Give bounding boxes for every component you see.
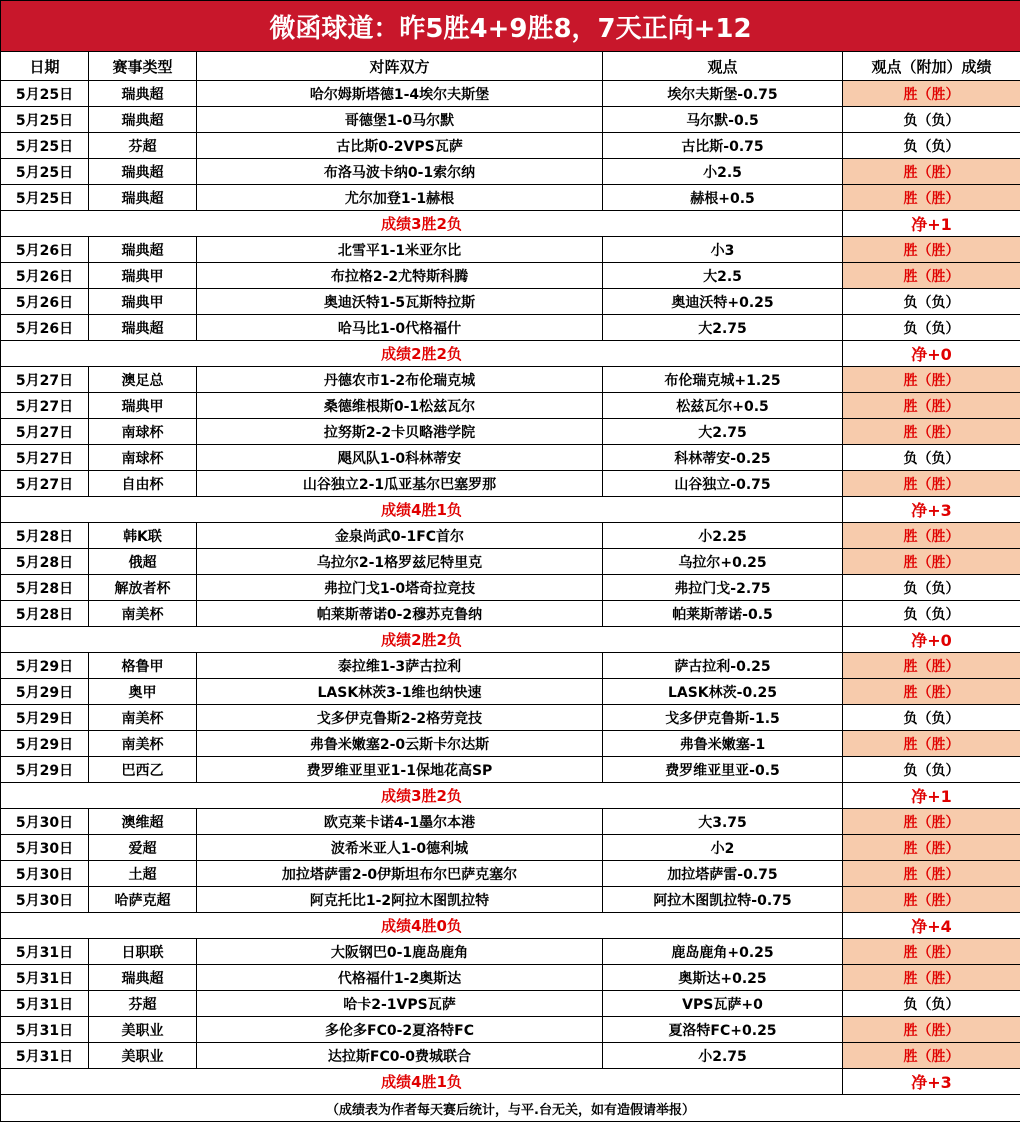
league-cell: 瑞典甲 bbox=[89, 393, 197, 419]
pick-cell: 加拉塔萨雷-0.75 bbox=[603, 861, 843, 887]
summary-text: 成绩2胜2负 bbox=[1, 627, 843, 653]
date-cell: 5月29日 bbox=[1, 679, 89, 705]
result-cell: 胜（胜） bbox=[843, 731, 1020, 757]
date-cell: 5月29日 bbox=[1, 757, 89, 783]
league-cell: 芬超 bbox=[89, 133, 197, 159]
league-cell: 土超 bbox=[89, 861, 197, 887]
result-cell: 负（负） bbox=[843, 575, 1020, 601]
league-cell: 瑞典超 bbox=[89, 237, 197, 263]
match-cell: 古比斯0-2VPS瓦萨 bbox=[197, 133, 603, 159]
date-cell: 5月27日 bbox=[1, 393, 89, 419]
pick-cell: 科林蒂安-0.25 bbox=[603, 445, 843, 471]
league-cell: 韩K联 bbox=[89, 523, 197, 549]
table-row bbox=[1, 887, 1020, 913]
result-cell: 负（负） bbox=[843, 315, 1020, 341]
league-cell: 南美杯 bbox=[89, 601, 197, 627]
summary-row bbox=[1, 341, 1020, 367]
date-cell: 5月27日 bbox=[1, 367, 89, 393]
summary-text: 成绩4胜1负 bbox=[1, 1069, 843, 1095]
pick-cell: 大2.75 bbox=[603, 315, 843, 341]
match-cell: 金泉尚武0-1FC首尔 bbox=[197, 523, 603, 549]
net-value: 净+0 bbox=[843, 341, 1020, 367]
result-cell: 负（负） bbox=[843, 757, 1020, 783]
pick-cell: 山谷独立-0.75 bbox=[603, 471, 843, 497]
match-cell: 布洛马波卡纳0-1索尔纳 bbox=[197, 159, 603, 185]
result-cell: 胜（胜） bbox=[843, 679, 1020, 705]
match-cell: 波希米亚人1-0德利城 bbox=[197, 835, 603, 861]
date-cell: 5月28日 bbox=[1, 523, 89, 549]
summary-text: 成绩3胜2负 bbox=[1, 783, 843, 809]
table-row bbox=[1, 679, 1020, 705]
result-cell: 负（负） bbox=[843, 133, 1020, 159]
net-value: 净+1 bbox=[843, 211, 1020, 237]
pick-cell: 费罗维亚里亚-0.5 bbox=[603, 757, 843, 783]
league-cell: 瑞典甲 bbox=[89, 263, 197, 289]
result-cell: 胜（胜） bbox=[843, 1017, 1020, 1043]
result-cell: 胜（胜） bbox=[843, 887, 1020, 913]
match-cell: 哈卡2-1VPS瓦萨 bbox=[197, 991, 603, 1017]
result-cell: 胜（胜） bbox=[843, 471, 1020, 497]
match-cell: 拉努斯2-2卡贝略港学院 bbox=[197, 419, 603, 445]
match-cell: 丹德农市1-2布伦瑞克城 bbox=[197, 367, 603, 393]
match-cell: 达拉斯FC0-0费城联合 bbox=[197, 1043, 603, 1069]
table-row bbox=[1, 107, 1020, 133]
result-cell: 胜（胜） bbox=[843, 523, 1020, 549]
result-cell: 胜（胜） bbox=[843, 653, 1020, 679]
table-row bbox=[1, 237, 1020, 263]
league-cell: 哈萨克超 bbox=[89, 887, 197, 913]
table-row bbox=[1, 705, 1020, 731]
table-row bbox=[1, 1043, 1020, 1069]
date-cell: 5月25日 bbox=[1, 133, 89, 159]
date-cell: 5月27日 bbox=[1, 471, 89, 497]
pick-cell: 小2 bbox=[603, 835, 843, 861]
date-cell: 5月25日 bbox=[1, 159, 89, 185]
summary-text: 成绩4胜1负 bbox=[1, 497, 843, 523]
pick-cell: 大3.75 bbox=[603, 809, 843, 835]
league-cell: 瑞典超 bbox=[89, 107, 197, 133]
table-row bbox=[1, 835, 1020, 861]
table-row bbox=[1, 315, 1020, 341]
table-row bbox=[1, 601, 1020, 627]
table-row bbox=[1, 549, 1020, 575]
league-cell: 瑞典超 bbox=[89, 315, 197, 341]
result-cell: 胜（胜） bbox=[843, 1043, 1020, 1069]
date-cell: 5月31日 bbox=[1, 1043, 89, 1069]
date-cell: 5月31日 bbox=[1, 991, 89, 1017]
match-cell: 帕莱斯蒂诺0-2穆苏克鲁纳 bbox=[197, 601, 603, 627]
match-cell: 桑德维根斯0-1松兹瓦尔 bbox=[197, 393, 603, 419]
league-cell: 芬超 bbox=[89, 991, 197, 1017]
league-cell: 俄超 bbox=[89, 549, 197, 575]
table-row bbox=[1, 471, 1020, 497]
league-cell: 南球杯 bbox=[89, 445, 197, 471]
result-cell: 胜（胜） bbox=[843, 367, 1020, 393]
date-cell: 5月27日 bbox=[1, 445, 89, 471]
date-cell: 5月31日 bbox=[1, 1017, 89, 1043]
match-cell: 泰拉维1-3萨古拉利 bbox=[197, 653, 603, 679]
table-row bbox=[1, 965, 1020, 991]
match-cell: 大阪钢巴0-1鹿岛鹿角 bbox=[197, 939, 603, 965]
title-row bbox=[1, 1, 1020, 52]
match-cell: 代格福什1-2奥斯达 bbox=[197, 965, 603, 991]
net-value: 净+3 bbox=[843, 497, 1020, 523]
league-cell: 瑞典超 bbox=[89, 81, 197, 107]
league-cell: 南球杯 bbox=[89, 419, 197, 445]
pick-cell: 松兹瓦尔+0.5 bbox=[603, 393, 843, 419]
table-row bbox=[1, 575, 1020, 601]
league-cell: 瑞典超 bbox=[89, 965, 197, 991]
table-row bbox=[1, 185, 1020, 211]
result-cell: 负（负） bbox=[843, 445, 1020, 471]
league-cell: 瑞典超 bbox=[89, 185, 197, 211]
date-cell: 5月30日 bbox=[1, 861, 89, 887]
table-row bbox=[1, 81, 1020, 107]
pick-cell: 夏洛特FC+0.25 bbox=[603, 1017, 843, 1043]
result-cell: 负（负） bbox=[843, 705, 1020, 731]
footer-note: （成绩表为作者每天赛后统计，与平.台无关，如有造假请举报） bbox=[1, 1095, 1020, 1122]
header-match: 对阵双方 bbox=[197, 52, 603, 81]
match-cell: 乌拉尔2-1格罗兹尼特里克 bbox=[197, 549, 603, 575]
table-row bbox=[1, 367, 1020, 393]
date-cell: 5月30日 bbox=[1, 835, 89, 861]
table-row bbox=[1, 861, 1020, 887]
pick-cell: 赫根+0.5 bbox=[603, 185, 843, 211]
match-cell: 哈马比1-0代格福什 bbox=[197, 315, 603, 341]
summary-row bbox=[1, 783, 1020, 809]
table-row bbox=[1, 1017, 1020, 1043]
match-cell: 费罗维亚里亚1-1保地花高SP bbox=[197, 757, 603, 783]
table-row bbox=[1, 731, 1020, 757]
match-cell: 欧克莱卡诺4-1墨尔本港 bbox=[197, 809, 603, 835]
date-cell: 5月30日 bbox=[1, 887, 89, 913]
league-cell: 爱超 bbox=[89, 835, 197, 861]
table-row bbox=[1, 939, 1020, 965]
league-cell: 美职业 bbox=[89, 1017, 197, 1043]
net-value: 净+1 bbox=[843, 783, 1020, 809]
table-row bbox=[1, 159, 1020, 185]
match-cell: 多伦多FC0-2夏洛特FC bbox=[197, 1017, 603, 1043]
table-row bbox=[1, 133, 1020, 159]
result-cell: 胜（胜） bbox=[843, 81, 1020, 107]
match-cell: 北雪平1-1米亚尔比 bbox=[197, 237, 603, 263]
match-cell: 哈尔姆斯塔德1-4埃尔夫斯堡 bbox=[197, 81, 603, 107]
table-row bbox=[1, 809, 1020, 835]
match-cell: 奥迪沃特1-5瓦斯特拉斯 bbox=[197, 289, 603, 315]
league-cell: 瑞典甲 bbox=[89, 289, 197, 315]
match-cell: 戈多伊克鲁斯2-2格劳竞技 bbox=[197, 705, 603, 731]
summary-row bbox=[1, 497, 1020, 523]
result-cell: 胜（胜） bbox=[843, 965, 1020, 991]
date-cell: 5月25日 bbox=[1, 81, 89, 107]
result-cell: 胜（胜） bbox=[843, 263, 1020, 289]
table-row bbox=[1, 263, 1020, 289]
table-row bbox=[1, 991, 1020, 1017]
league-cell: 瑞典超 bbox=[89, 159, 197, 185]
net-value: 净+0 bbox=[843, 627, 1020, 653]
date-cell: 5月25日 bbox=[1, 107, 89, 133]
result-cell: 胜（胜） bbox=[843, 185, 1020, 211]
table-row bbox=[1, 289, 1020, 315]
league-cell: 格鲁甲 bbox=[89, 653, 197, 679]
date-cell: 5月26日 bbox=[1, 263, 89, 289]
table-row bbox=[1, 523, 1020, 549]
summary-text: 成绩4胜0负 bbox=[1, 913, 843, 939]
pick-cell: 戈多伊克鲁斯-1.5 bbox=[603, 705, 843, 731]
pick-cell: 弗拉门戈-2.75 bbox=[603, 575, 843, 601]
match-cell: 尤尔加登1-1赫根 bbox=[197, 185, 603, 211]
result-cell: 胜（胜） bbox=[843, 393, 1020, 419]
match-cell: 哥德堡1-0马尔默 bbox=[197, 107, 603, 133]
match-cell: 加拉塔萨雷2-0伊斯坦布尔巴萨克塞尔 bbox=[197, 861, 603, 887]
table-row bbox=[1, 393, 1020, 419]
league-cell: 澳足总 bbox=[89, 367, 197, 393]
header-pick: 观点 bbox=[603, 52, 843, 81]
table-row bbox=[1, 445, 1020, 471]
league-cell: 解放者杯 bbox=[89, 575, 197, 601]
pick-cell: 弗鲁米嫩塞-1 bbox=[603, 731, 843, 757]
date-cell: 5月29日 bbox=[1, 731, 89, 757]
table-row bbox=[1, 757, 1020, 783]
result-cell: 胜（胜） bbox=[843, 809, 1020, 835]
net-value: 净+4 bbox=[843, 913, 1020, 939]
result-cell: 胜（胜） bbox=[843, 419, 1020, 445]
date-cell: 5月29日 bbox=[1, 653, 89, 679]
league-cell: 澳维超 bbox=[89, 809, 197, 835]
header-result: 观点（附加）成绩 bbox=[843, 52, 1020, 81]
summary-text: 成绩2胜2负 bbox=[1, 341, 843, 367]
result-cell: 负（负） bbox=[843, 991, 1020, 1017]
match-cell: LASK林茨3-1维也纳快速 bbox=[197, 679, 603, 705]
header-row bbox=[1, 52, 1020, 81]
league-cell: 南美杯 bbox=[89, 731, 197, 757]
net-value: 净+3 bbox=[843, 1069, 1020, 1095]
league-cell: 巴西乙 bbox=[89, 757, 197, 783]
league-cell: 南美杯 bbox=[89, 705, 197, 731]
pick-cell: 布伦瑞克城+1.25 bbox=[603, 367, 843, 393]
league-cell: 美职业 bbox=[89, 1043, 197, 1069]
footer-row bbox=[1, 1095, 1020, 1122]
pick-cell: VPS瓦萨+0 bbox=[603, 991, 843, 1017]
result-cell: 胜（胜） bbox=[843, 861, 1020, 887]
date-cell: 5月28日 bbox=[1, 549, 89, 575]
pick-cell: 古比斯-0.75 bbox=[603, 133, 843, 159]
pick-cell: 小3 bbox=[603, 237, 843, 263]
pick-cell: 小2.5 bbox=[603, 159, 843, 185]
pick-cell: 小2.25 bbox=[603, 523, 843, 549]
league-cell: 奥甲 bbox=[89, 679, 197, 705]
pick-cell: 萨古拉利-0.25 bbox=[603, 653, 843, 679]
pick-cell: 鹿岛鹿角+0.25 bbox=[603, 939, 843, 965]
summary-row bbox=[1, 627, 1020, 653]
pick-cell: 乌拉尔+0.25 bbox=[603, 549, 843, 575]
match-cell: 弗拉门戈1-0塔奇拉竞技 bbox=[197, 575, 603, 601]
result-cell: 胜（胜） bbox=[843, 939, 1020, 965]
date-cell: 5月29日 bbox=[1, 705, 89, 731]
header-league: 赛事类型 bbox=[89, 52, 197, 81]
table-row bbox=[1, 419, 1020, 445]
result-cell: 胜（胜） bbox=[843, 159, 1020, 185]
summary-row bbox=[1, 1069, 1020, 1095]
pick-cell: 马尔默-0.5 bbox=[603, 107, 843, 133]
date-cell: 5月31日 bbox=[1, 939, 89, 965]
table-row bbox=[1, 653, 1020, 679]
result-cell: 胜（胜） bbox=[843, 549, 1020, 575]
summary-row bbox=[1, 913, 1020, 939]
result-cell: 胜（胜） bbox=[843, 237, 1020, 263]
pick-cell: 帕莱斯蒂诺-0.5 bbox=[603, 601, 843, 627]
date-cell: 5月28日 bbox=[1, 575, 89, 601]
page-title: 微函球道：昨5胜4+9胜8，7天正向+12 bbox=[1, 1, 1020, 52]
match-cell: 弗鲁米嫩塞2-0云斯卡尔达斯 bbox=[197, 731, 603, 757]
pick-cell: 大2.5 bbox=[603, 263, 843, 289]
pick-cell: 埃尔夫斯堡-0.75 bbox=[603, 81, 843, 107]
result-cell: 负（负） bbox=[843, 107, 1020, 133]
pick-cell: 阿拉木图凯拉特-0.75 bbox=[603, 887, 843, 913]
result-cell: 负（负） bbox=[843, 601, 1020, 627]
pick-cell: 奥迪沃特+0.25 bbox=[603, 289, 843, 315]
result-cell: 负（负） bbox=[843, 289, 1020, 315]
pick-cell: 小2.75 bbox=[603, 1043, 843, 1069]
league-cell: 日职联 bbox=[89, 939, 197, 965]
summary-text: 成绩3胜2负 bbox=[1, 211, 843, 237]
summary-row bbox=[1, 211, 1020, 237]
date-cell: 5月26日 bbox=[1, 315, 89, 341]
date-cell: 5月25日 bbox=[1, 185, 89, 211]
date-cell: 5月28日 bbox=[1, 601, 89, 627]
date-cell: 5月27日 bbox=[1, 419, 89, 445]
date-cell: 5月26日 bbox=[1, 289, 89, 315]
header-date: 日期 bbox=[1, 52, 89, 81]
pick-cell: 奥斯达+0.25 bbox=[603, 965, 843, 991]
date-cell: 5月30日 bbox=[1, 809, 89, 835]
results-table-body bbox=[1, 1, 1020, 1122]
date-cell: 5月26日 bbox=[1, 237, 89, 263]
result-cell: 胜（胜） bbox=[843, 835, 1020, 861]
match-cell: 山谷独立2-1瓜亚基尔巴塞罗那 bbox=[197, 471, 603, 497]
pick-cell: 大2.75 bbox=[603, 419, 843, 445]
date-cell: 5月31日 bbox=[1, 965, 89, 991]
pick-cell: LASK林茨-0.25 bbox=[603, 679, 843, 705]
league-cell: 自由杯 bbox=[89, 471, 197, 497]
match-cell: 阿克托比1-2阿拉木图凯拉特 bbox=[197, 887, 603, 913]
match-cell: 布拉格2-2尤特斯科腾 bbox=[197, 263, 603, 289]
match-cell: 飓风队1-0科林蒂安 bbox=[197, 445, 603, 471]
